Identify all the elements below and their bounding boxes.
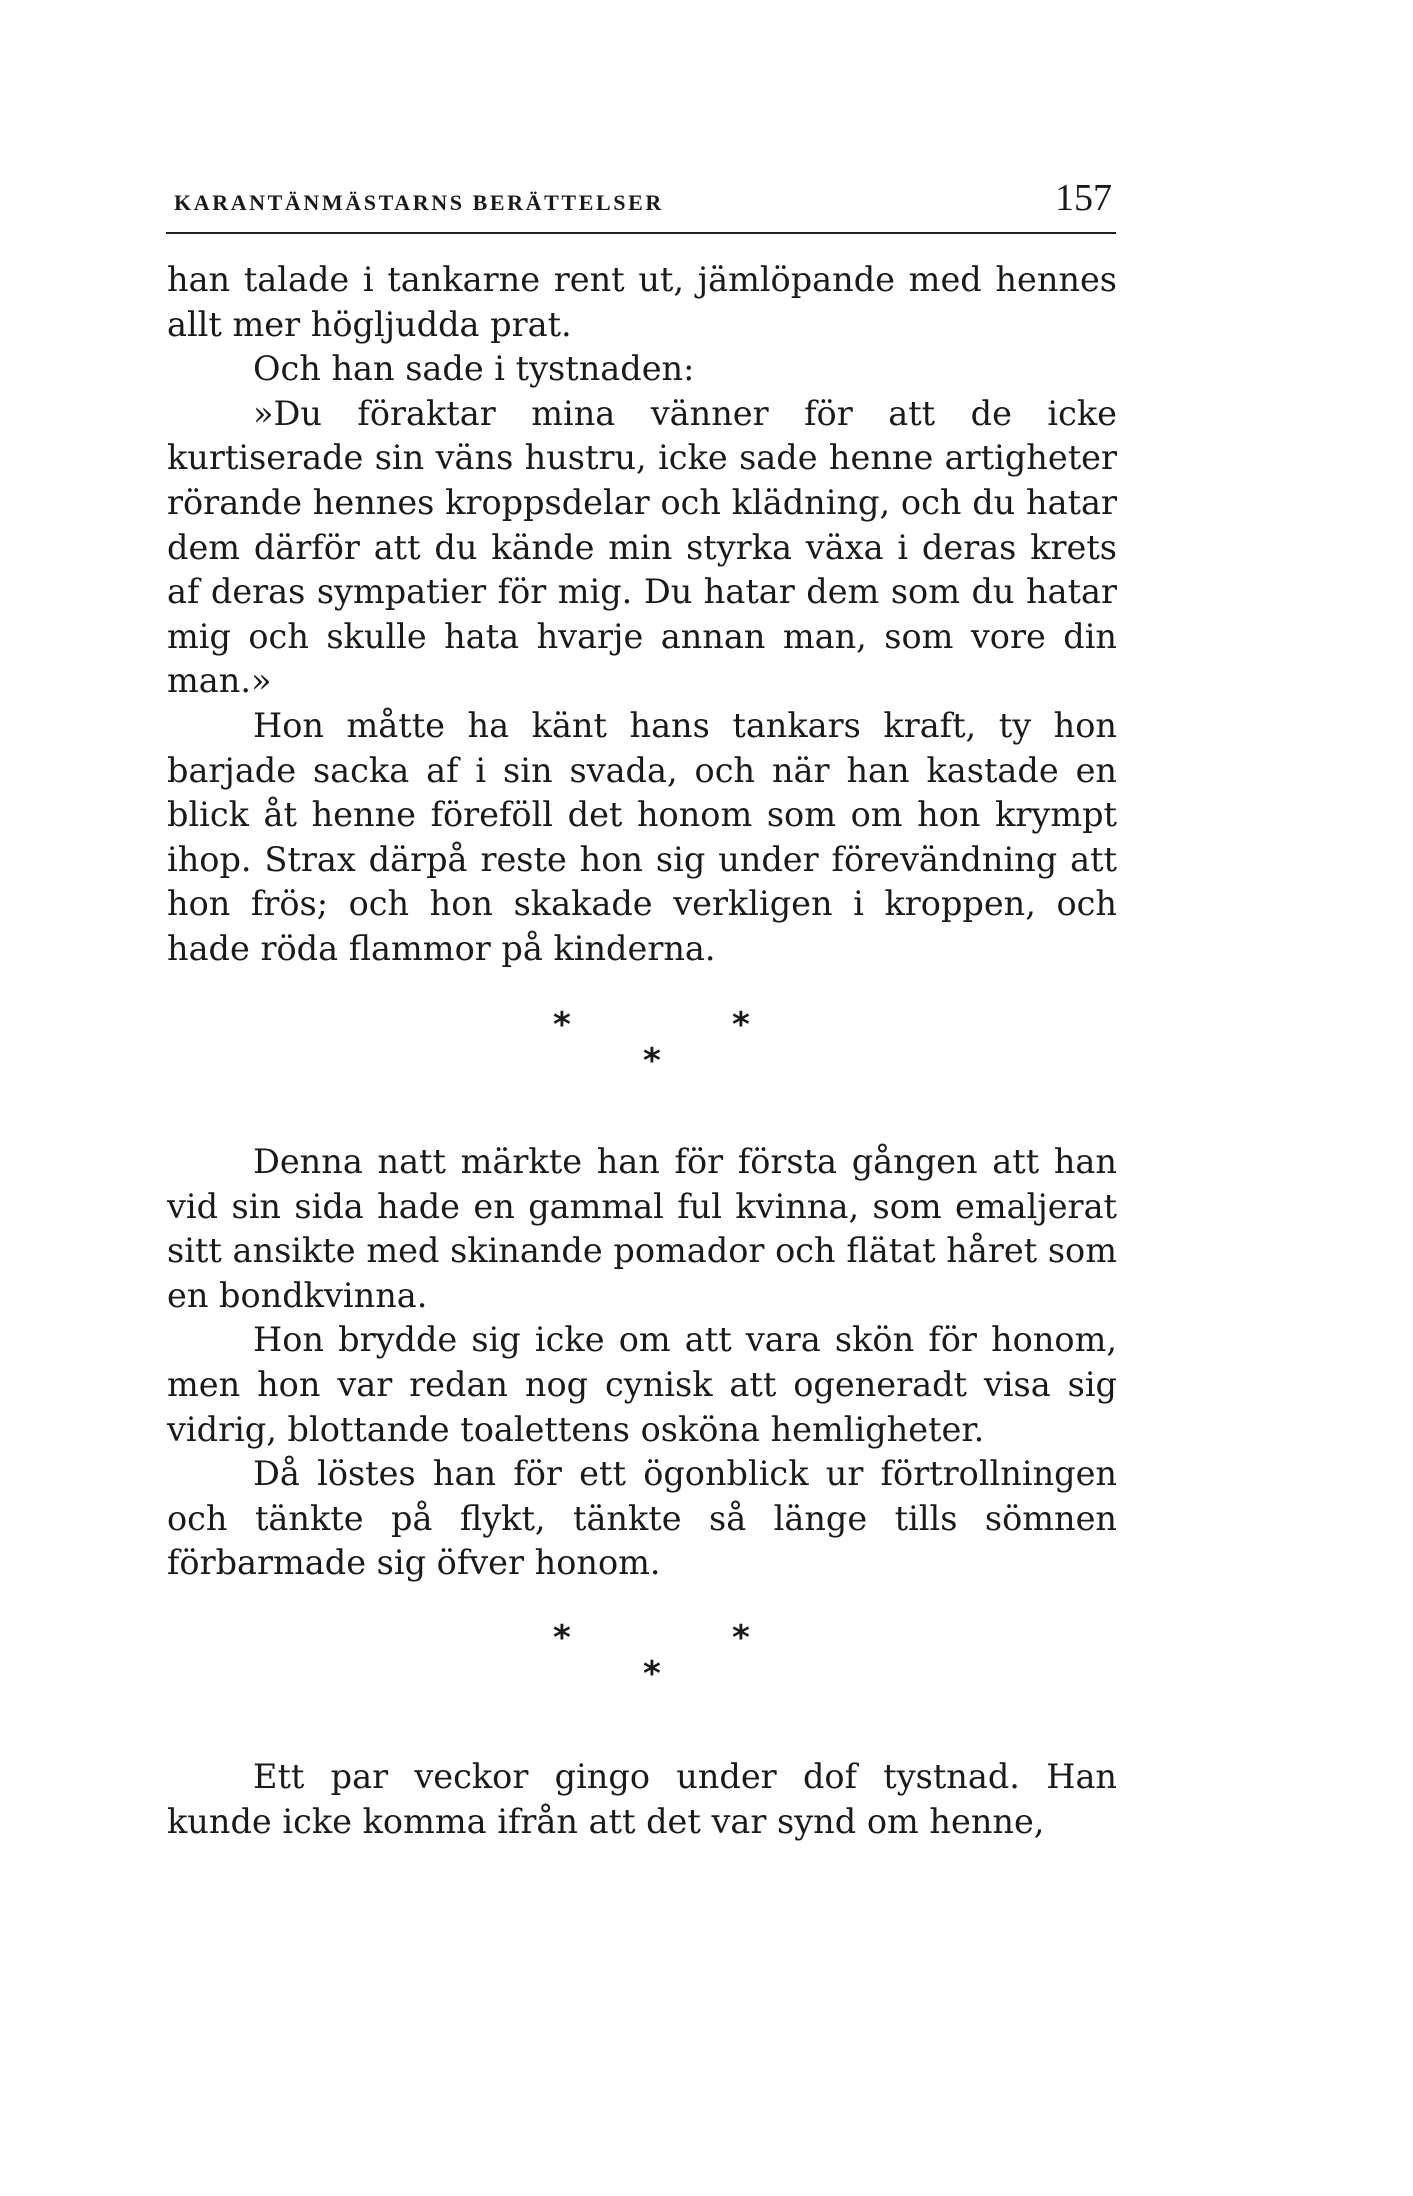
running-title: KARANTÄNMÄSTARNS BERÄTTELSER <box>174 190 664 215</box>
running-head <box>166 172 1116 234</box>
text-block-1 <box>167 258 1117 972</box>
asterisk-icon: * <box>553 1005 571 1045</box>
asterisk-icon: * <box>732 1005 750 1045</box>
paragraph: Då löstes han för ett ögonblick ur förtrollningen och tänkte på flykt, tänkte så länge tills sömnen förbarmade sig öfver honom. <box>167 1454 1117 1583</box>
asterisk-icon: * <box>643 1041 661 1081</box>
paragraph: Denna natt märkte han för första gången att han vid sin sida hade en gammal ful kvinna, som emaljerat sitt ansikte med skinande pomador och flätat håret som en bondkvinna. <box>167 1142 1117 1315</box>
page-number: 157 <box>1055 177 1112 219</box>
text-block-2 <box>167 1140 1117 1586</box>
paragraph: Och han sade i tystnaden: <box>253 349 695 389</box>
paragraph: Ett par veckor gingo under dof tystnad. Han kunde icke komma ifrån att det var synd om henne, <box>167 1757 1117 1841</box>
text-block-3 <box>167 1755 1117 1844</box>
section-break-asterism <box>0 1618 1413 1694</box>
asterisk-icon: * <box>643 1654 661 1694</box>
paragraph: han talade i tankarne rent ut, jämlöpande med hennes allt mer högljudda prat. <box>167 260 1117 344</box>
asterisk-icon: * <box>553 1618 571 1658</box>
section-break-asterism <box>0 1005 1413 1081</box>
paragraph: Hon måtte ha känt hans tankars kraft, ty hon barjade sacka af i sin svada, och när han kastade en blick åt henne föreföll det honom som om hon krympt ihop. Strax därpå reste hon sig under förevändning att hon frös; och hon skakade verkligen i kroppen, och hade röda flammor på kinderna. <box>167 705 1117 968</box>
paragraph: Hon brydde sig icke om att vara skön för honom, men hon var redan nog cynisk att ogeneradt visa sig vidrig, blottande toalettens osköna hemligheter. <box>167 1320 1117 1449</box>
paragraph: »Du föraktar mina vänner för att de icke kurtiserade sin väns hustru, icke sade henne artigheter rörande hennes kroppsdelar och klädning, och du hatar dem därför att du kände min styrka växa i deras krets af deras sympatier för mig. Du hatar dem som du hatar mig och skulle hata hvarje annan man, som vore din man.» <box>167 393 1117 701</box>
asterisk-icon: * <box>732 1618 750 1658</box>
